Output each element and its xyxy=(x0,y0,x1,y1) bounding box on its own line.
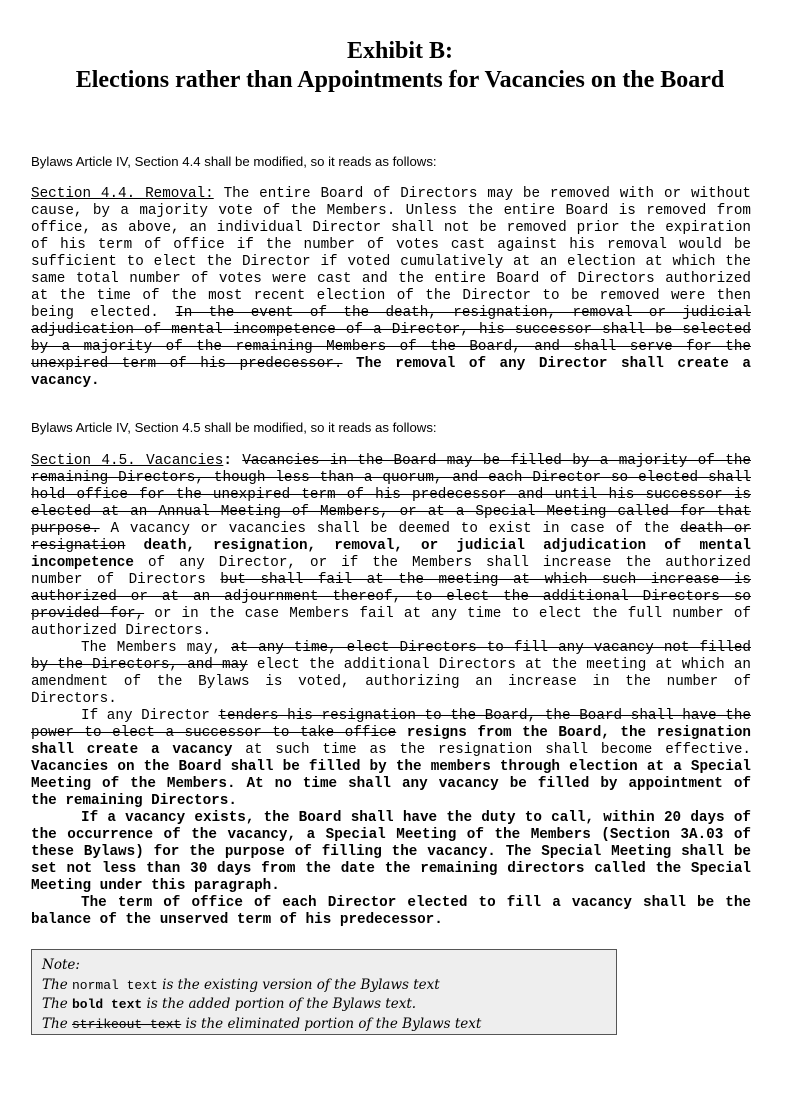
struck-text: but shall fail at the meeting at which such increase is authorized or at an adjournment thereof, to elect the additional Directors so provided for, xyxy=(31,572,752,622)
existing-text: or in the case Members fail at any time to elect the full number of authorized Directors. xyxy=(31,606,751,639)
existing-text: elect the additional Directors at the meeting at which an amendment of the Bylaws is voted, authorizing an increase in the number of Directors. xyxy=(31,657,751,707)
struck-text: death or resignation xyxy=(31,521,752,554)
added-text: The term of office of each Director elected to fill a vacancy shall be the balance of the unserved term of his predecessor. xyxy=(31,895,751,928)
struck-text: In the event of the death, resignation, removal or judicial adjudication of mental incompetence of a Director, his successor shall be selected by a majority of the remaining Members of the Board, and shall serve for the unexpired term of his predecessor. xyxy=(31,305,751,372)
note-the: The xyxy=(42,996,68,1012)
added-text: resigns from the Board, the resignation shall create a vacancy xyxy=(31,725,751,758)
added-text: The removal of any Director shall create a vacancy. xyxy=(31,356,751,389)
section-4-5-body xyxy=(31,453,751,929)
section-4-4-intro: Bylaws Article IV, Section 4.4 shall be modified, so it reads as follows: xyxy=(31,154,437,169)
section-4-5-paragraph-5 xyxy=(31,895,751,929)
section-4-5-paragraph-2 xyxy=(31,640,751,708)
struck-text: Vacancies in the Board may be filled by a majority of the remaining Directors, though less than a quorum, and each Director so elected shall hold office for the unexpired term of his predecessor and until his successor is elected at an Annual Meeting of Members, or at a Special Meeting called for that purpose. xyxy=(31,453,751,537)
section-4-4-body xyxy=(31,186,751,390)
section-4-5-paragraph-4 xyxy=(31,810,751,895)
struck-text: at any time, elect Directors to fill any vacancy not filled by the Directors, and may xyxy=(31,640,751,673)
section-4-4-paragraph xyxy=(31,186,751,390)
exhibit-subtitle: Elections rather than Appointments for Vacancies on the Board xyxy=(75,67,725,93)
note-label: Note: xyxy=(42,957,80,973)
note-normal-sample: normal text xyxy=(72,977,158,993)
added-text: death, resignation, removal, or judicial adjudication of mental incompetence xyxy=(31,538,751,571)
note-bold-sample: bold text xyxy=(72,997,143,1012)
struck-text: tenders his resignation to the Board, the Board shall have the power to elect a successor to take office xyxy=(31,708,751,741)
existing-text: The Members may, xyxy=(81,640,231,656)
existing-text: If any Director xyxy=(81,708,219,724)
existing-text: of any Director, or if the Members shall increase the authorized number of Directors xyxy=(31,555,751,588)
section-4-5-heading: Section 4.5. Vacancies xyxy=(31,453,224,469)
added-text: If a vacancy exists, the Board shall have the duty to call, within 20 days of the occurrence of the vacancy, a Special Meeting of the Members (Section 3A.03 of these Bylaws) for the purpose of filling the vacancy. The Special Meeting shall be set not less than 30 days from the date the remaining directors called the Special Meeting under this paragraph. xyxy=(31,810,751,894)
note-strike-line xyxy=(42,1015,606,1035)
section-4-4-heading: Section 4.4. Removal: xyxy=(31,186,214,202)
note-the: The xyxy=(42,1015,68,1032)
heading-colon: : xyxy=(223,453,232,469)
existing-text: A vacancy or vacancies shall be deemed to exist in case of the xyxy=(99,521,681,537)
existing-text: at such time as the resignation shall become effective. xyxy=(232,742,751,758)
existing-text: The entire Board of Directors may be removed with or without cause, by a majority vote of the Members. Unless the entire Board is removed from office, as above, an individual Director shall not be removed prior the expiration of his term of office if the number of votes cast against his removal would be sufficient to elect the Director if voted cumulatively at an election at which the same total number of votes were cast and the entire Board of Directors authorized at the time of the most recent election of the Director to be removed were then being elected. xyxy=(31,186,752,321)
exhibit-title: Exhibit B: xyxy=(346,38,454,64)
section-4-5-paragraph-1 xyxy=(31,453,751,640)
section-4-5-intro: Bylaws Article IV, Section 4.5 shall be modified, so it reads as follows: xyxy=(31,420,437,435)
note-normal-desc: is the existing version of the Bylaws text xyxy=(162,976,440,993)
note-bold-line xyxy=(42,995,606,1015)
note-normal-line xyxy=(42,976,606,996)
section-4-5-paragraph-3 xyxy=(31,708,751,810)
note-strike-desc: is the eliminated portion of the Bylaws text xyxy=(185,1015,482,1032)
note-strike-sample: strikeout text xyxy=(72,1016,182,1032)
note-the: The xyxy=(42,976,68,993)
note-bold-desc: is the added portion of the Bylaws text. xyxy=(146,996,417,1012)
added-text: Vacancies on the Board shall be filled by the members through election at a Special Meeting of the Members. At no time shall any vacancy be filled by appointment of the remaining Directors. xyxy=(31,759,751,809)
legend-note-box xyxy=(31,949,617,1035)
